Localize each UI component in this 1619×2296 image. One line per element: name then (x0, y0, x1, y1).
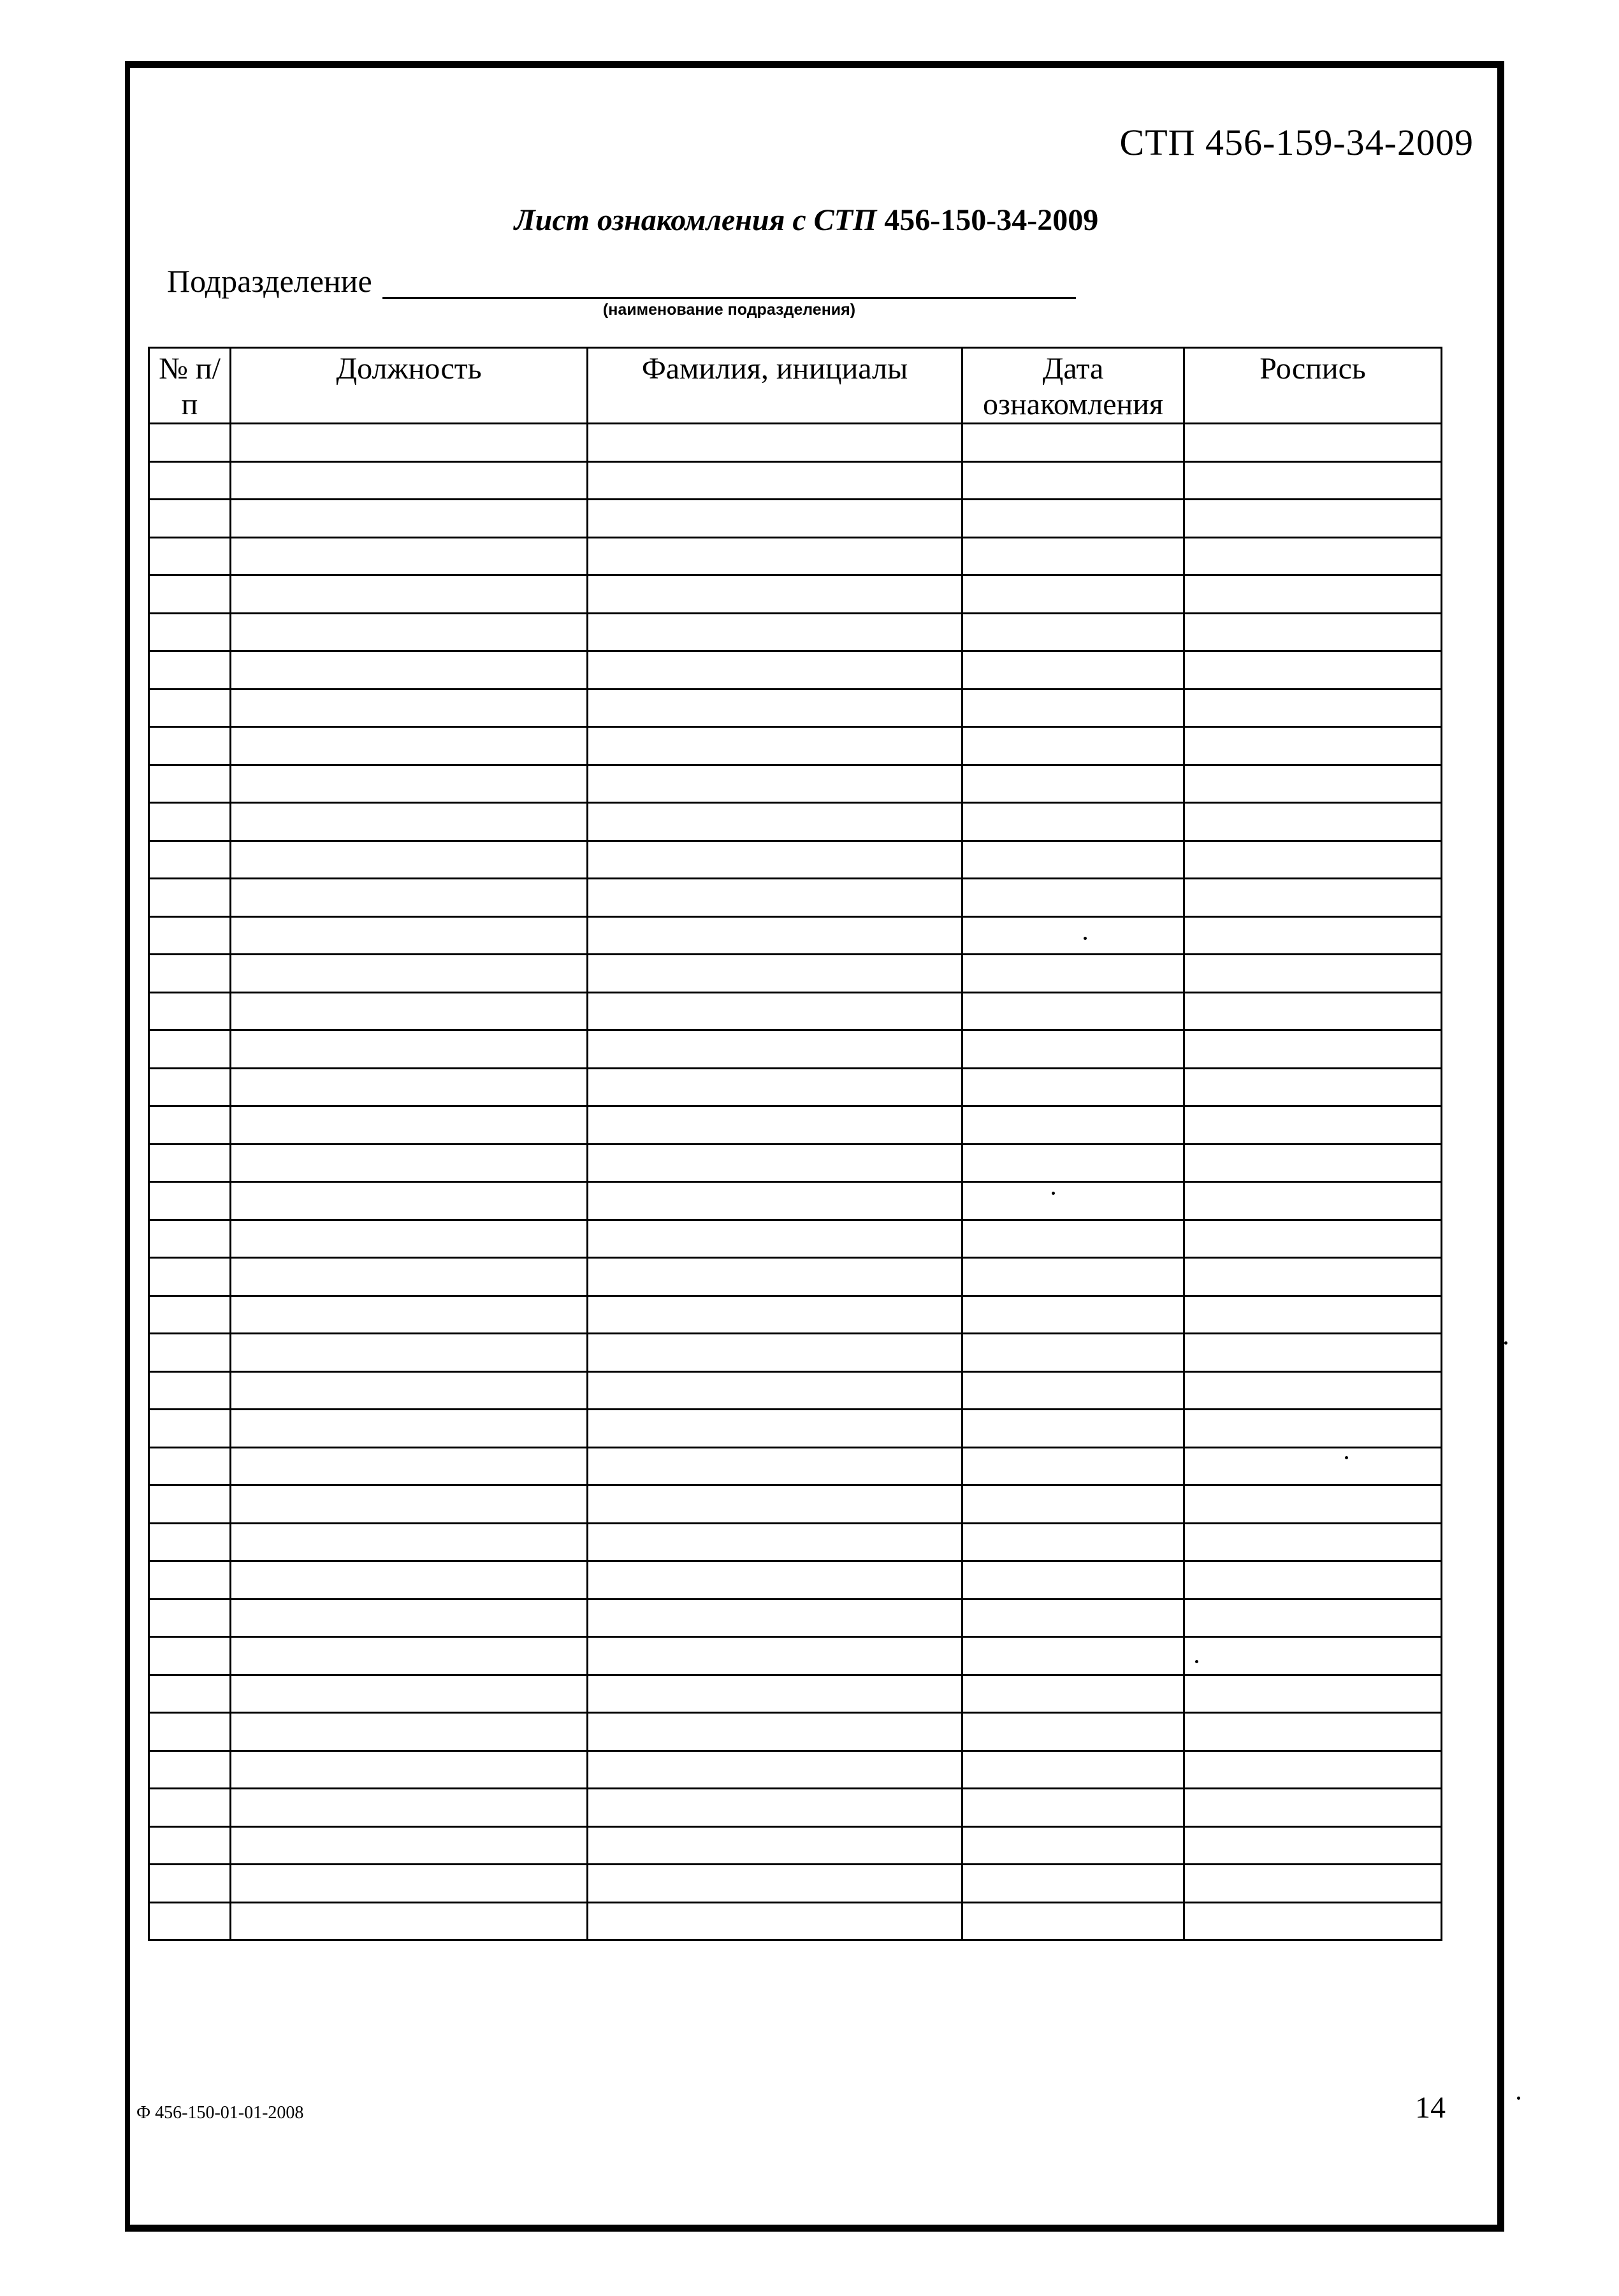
cell-date[interactable] (962, 1371, 1184, 1410)
cell-position[interactable] (231, 1675, 588, 1713)
cell-name[interactable] (588, 1826, 962, 1865)
column-header-number: № п/п (149, 348, 231, 424)
cell-position[interactable] (231, 424, 588, 462)
cell-position[interactable] (231, 575, 588, 614)
cell-signature[interactable] (1184, 1561, 1442, 1599)
cell-name[interactable] (588, 1902, 962, 1940)
table-row (149, 1334, 1442, 1372)
cell-number[interactable] (149, 537, 231, 575)
cell-name[interactable] (588, 461, 962, 500)
cell-number[interactable] (149, 1751, 231, 1789)
cell-name[interactable] (588, 765, 962, 803)
table-row (149, 424, 1442, 462)
table-header-row (149, 348, 1442, 424)
cell-position[interactable] (231, 916, 588, 955)
cell-position[interactable] (231, 879, 588, 917)
table-row (149, 689, 1442, 727)
table-row (149, 1751, 1442, 1789)
cell-name[interactable] (588, 1068, 962, 1106)
cell-number[interactable] (149, 689, 231, 727)
cell-name[interactable] (588, 1561, 962, 1599)
cell-name[interactable] (588, 879, 962, 917)
cell-position[interactable] (231, 537, 588, 575)
cell-number[interactable] (149, 1523, 231, 1561)
cell-name[interactable] (588, 1523, 962, 1561)
cell-date[interactable] (962, 537, 1184, 575)
cell-date[interactable] (962, 1713, 1184, 1751)
cell-date[interactable] (962, 727, 1184, 765)
cell-number[interactable] (149, 1675, 231, 1713)
cell-signature[interactable] (1184, 1902, 1442, 1940)
table-row (149, 1410, 1442, 1448)
cell-signature[interactable] (1184, 1068, 1442, 1106)
cell-position[interactable] (231, 1789, 588, 1827)
document-code: СТП 456-159-34-2009 (1119, 122, 1474, 163)
table-row (149, 1523, 1442, 1561)
cell-name[interactable] (588, 1030, 962, 1069)
cell-number[interactable] (149, 1637, 231, 1675)
division-hint: (наименование подразделения) (602, 301, 856, 319)
cell-signature[interactable] (1184, 1713, 1442, 1751)
cell-signature[interactable] (1184, 1599, 1442, 1637)
table-row (149, 765, 1442, 803)
cell-number[interactable] (149, 1599, 231, 1637)
cell-position[interactable] (231, 1068, 588, 1106)
cell-number[interactable] (149, 841, 231, 879)
table-row (149, 1865, 1442, 1903)
column-header-position: Должность (231, 348, 588, 424)
cell-number[interactable] (149, 500, 231, 538)
cell-number[interactable] (149, 765, 231, 803)
cell-number[interactable] (149, 424, 231, 462)
table-row (149, 1371, 1442, 1410)
cell-number[interactable] (149, 1220, 231, 1258)
cell-name[interactable] (588, 1485, 962, 1524)
cell-signature[interactable] (1184, 651, 1442, 690)
cell-number[interactable] (149, 575, 231, 614)
table-body (149, 424, 1442, 1940)
cell-signature[interactable] (1184, 613, 1442, 651)
scan-speck (1517, 2097, 1520, 2100)
cell-signature[interactable] (1184, 689, 1442, 727)
cell-date[interactable] (962, 1410, 1184, 1448)
cell-signature[interactable] (1184, 841, 1442, 879)
cell-number[interactable] (149, 916, 231, 955)
cell-signature[interactable] (1184, 916, 1442, 955)
cell-position[interactable] (231, 1106, 588, 1144)
cell-signature[interactable] (1184, 424, 1442, 462)
division-label: Подразделение (167, 263, 372, 299)
cell-number[interactable] (149, 1789, 231, 1827)
cell-position[interactable] (231, 1826, 588, 1865)
column-header-name: Фамилия, инициалы (588, 348, 962, 424)
cell-number[interactable] (149, 1902, 231, 1940)
scan-speck (1084, 937, 1087, 940)
table-row (149, 1106, 1442, 1144)
table-row (149, 1030, 1442, 1069)
table-row (149, 841, 1442, 879)
cell-date[interactable] (962, 613, 1184, 651)
cell-name[interactable] (588, 803, 962, 841)
table-row (149, 1561, 1442, 1599)
cell-name[interactable] (588, 1789, 962, 1827)
cell-signature[interactable] (1184, 765, 1442, 803)
table-row (149, 461, 1442, 500)
cell-position[interactable] (231, 1599, 588, 1637)
scan-speck (1195, 1660, 1198, 1663)
cell-date[interactable] (962, 1447, 1184, 1485)
table-row (149, 1447, 1442, 1485)
cell-date[interactable] (962, 992, 1184, 1030)
cell-number[interactable] (149, 1182, 231, 1220)
table-row (149, 992, 1442, 1030)
cell-name[interactable] (588, 1410, 962, 1448)
cell-position[interactable] (231, 841, 588, 879)
cell-date[interactable] (962, 1751, 1184, 1789)
page-number: 14 (1415, 2091, 1446, 2125)
cell-date[interactable] (962, 879, 1184, 917)
cell-date[interactable] (962, 1599, 1184, 1637)
cell-date[interactable] (962, 1334, 1184, 1372)
cell-date[interactable] (962, 1068, 1184, 1106)
table-row (149, 575, 1442, 614)
sheet-title-code: 456-150-34-2009 (884, 203, 1099, 237)
cell-name[interactable] (588, 424, 962, 462)
table-row (149, 1599, 1442, 1637)
cell-position[interactable] (231, 1144, 588, 1182)
cell-signature[interactable] (1184, 1106, 1442, 1144)
cell-date[interactable] (962, 1675, 1184, 1713)
cell-name[interactable] (588, 1334, 962, 1372)
table-row (149, 1637, 1442, 1675)
cell-name[interactable] (588, 1675, 962, 1713)
cell-number[interactable] (149, 879, 231, 917)
cell-number[interactable] (149, 1334, 231, 1372)
cell-position[interactable] (231, 1182, 588, 1220)
cell-position[interactable] (231, 1865, 588, 1903)
cell-date[interactable] (962, 1902, 1184, 1940)
cell-signature[interactable] (1184, 1826, 1442, 1865)
column-header-date: Дата ознакомления (962, 348, 1184, 424)
table-row (149, 1296, 1442, 1334)
cell-name[interactable] (588, 575, 962, 614)
cell-signature[interactable] (1184, 1220, 1442, 1258)
cell-signature[interactable] (1184, 803, 1442, 841)
cell-number[interactable] (149, 1561, 231, 1599)
cell-signature[interactable] (1184, 1182, 1442, 1220)
cell-date[interactable] (962, 461, 1184, 500)
cell-name[interactable] (588, 955, 962, 993)
table-row (149, 1789, 1442, 1827)
cell-name[interactable] (588, 500, 962, 538)
table-row (149, 1144, 1442, 1182)
cell-date[interactable] (962, 1106, 1184, 1144)
cell-position[interactable] (231, 651, 588, 690)
cell-position[interactable] (231, 1751, 588, 1789)
cell-name[interactable] (588, 1713, 962, 1751)
cell-name[interactable] (588, 1371, 962, 1410)
cell-name[interactable] (588, 1220, 962, 1258)
cell-date[interactable] (962, 1865, 1184, 1903)
sheet-title-prefix: Лист ознакомления с СТП (514, 203, 885, 237)
cell-position[interactable] (231, 1030, 588, 1069)
cell-signature[interactable] (1184, 955, 1442, 993)
cell-signature[interactable] (1184, 1865, 1442, 1903)
cell-signature[interactable] (1184, 1485, 1442, 1524)
cell-name[interactable] (588, 1447, 962, 1485)
cell-signature[interactable] (1184, 1371, 1442, 1410)
cell-position[interactable] (231, 1637, 588, 1675)
cell-name[interactable] (588, 651, 962, 690)
cell-position[interactable] (231, 1334, 588, 1372)
cell-position[interactable] (231, 1713, 588, 1751)
cell-number[interactable] (149, 1258, 231, 1296)
cell-signature[interactable] (1184, 461, 1442, 500)
table-row (149, 1826, 1442, 1865)
cell-number[interactable] (149, 1865, 231, 1903)
cell-position[interactable] (231, 613, 588, 651)
cell-name[interactable] (588, 1106, 962, 1144)
table-row (149, 500, 1442, 538)
cell-position[interactable] (231, 461, 588, 500)
cell-signature[interactable] (1184, 1751, 1442, 1789)
cell-position[interactable] (231, 1371, 588, 1410)
cell-position[interactable] (231, 955, 588, 993)
table-row (149, 803, 1442, 841)
cell-date[interactable] (962, 955, 1184, 993)
cell-position[interactable] (231, 1220, 588, 1258)
table-row (149, 1258, 1442, 1296)
cell-position[interactable] (231, 1485, 588, 1524)
cell-date[interactable] (962, 575, 1184, 614)
cell-signature[interactable] (1184, 879, 1442, 917)
cell-number[interactable] (149, 1485, 231, 1524)
table-row (149, 1220, 1442, 1258)
cell-date[interactable] (962, 803, 1184, 841)
cell-signature[interactable] (1184, 992, 1442, 1030)
cell-date[interactable] (962, 916, 1184, 955)
cell-signature[interactable] (1184, 1334, 1442, 1372)
cell-position[interactable] (231, 1296, 588, 1334)
table-row (149, 727, 1442, 765)
cell-signature[interactable] (1184, 1296, 1442, 1334)
cell-number[interactable] (149, 1713, 231, 1751)
cell-name[interactable] (588, 1182, 962, 1220)
cell-date[interactable] (962, 424, 1184, 462)
cell-signature[interactable] (1184, 1675, 1442, 1713)
cell-date[interactable] (962, 1258, 1184, 1296)
cell-name[interactable] (588, 1751, 962, 1789)
cell-name[interactable] (588, 1599, 962, 1637)
cell-date[interactable] (962, 841, 1184, 879)
cell-signature[interactable] (1184, 1447, 1442, 1485)
cell-signature[interactable] (1184, 1523, 1442, 1561)
form-code: Ф 456-150-01-01-2008 (136, 2103, 304, 2123)
cell-name[interactable] (588, 1144, 962, 1182)
sheet-title (0, 203, 1619, 238)
cell-number[interactable] (149, 1068, 231, 1106)
table-row (149, 1902, 1442, 1940)
cell-name[interactable] (588, 992, 962, 1030)
cell-signature[interactable] (1184, 1410, 1442, 1448)
cell-number[interactable] (149, 992, 231, 1030)
cell-number[interactable] (149, 1030, 231, 1069)
table-row (149, 1485, 1442, 1524)
cell-date[interactable] (962, 1637, 1184, 1675)
scan-speck (1504, 1341, 1507, 1345)
table-row (149, 879, 1442, 917)
cell-signature[interactable] (1184, 537, 1442, 575)
cell-signature[interactable] (1184, 1030, 1442, 1069)
cell-name[interactable] (588, 1296, 962, 1334)
cell-position[interactable] (231, 1523, 588, 1561)
cell-date[interactable] (962, 1485, 1184, 1524)
table-row (149, 1675, 1442, 1713)
cell-date[interactable] (962, 1182, 1184, 1220)
cell-name[interactable] (588, 613, 962, 651)
cell-number[interactable] (149, 1371, 231, 1410)
table-row (149, 651, 1442, 690)
cell-signature[interactable] (1184, 1637, 1442, 1675)
cell-signature[interactable] (1184, 1789, 1442, 1827)
cell-date[interactable] (962, 1220, 1184, 1258)
cell-number[interactable] (149, 1410, 231, 1448)
table-row (149, 916, 1442, 955)
cell-signature[interactable] (1184, 727, 1442, 765)
cell-date[interactable] (962, 651, 1184, 690)
cell-position[interactable] (231, 727, 588, 765)
cell-number[interactable] (149, 1826, 231, 1865)
cell-date[interactable] (962, 1523, 1184, 1561)
cell-date[interactable] (962, 689, 1184, 727)
cell-number[interactable] (149, 1296, 231, 1334)
cell-number[interactable] (149, 1144, 231, 1182)
cell-date[interactable] (962, 1561, 1184, 1599)
table-row (149, 1713, 1442, 1751)
cell-signature[interactable] (1184, 1258, 1442, 1296)
cell-date[interactable] (962, 500, 1184, 538)
cell-name[interactable] (588, 1865, 962, 1903)
cell-signature[interactable] (1184, 500, 1442, 538)
cell-number[interactable] (149, 613, 231, 651)
cell-position[interactable] (231, 992, 588, 1030)
cell-name[interactable] (588, 689, 962, 727)
table-row (149, 1068, 1442, 1106)
cell-number[interactable] (149, 461, 231, 500)
cell-number[interactable] (149, 1447, 231, 1485)
cell-number[interactable] (149, 803, 231, 841)
division-field[interactable] (382, 297, 1076, 299)
scan-speck (1052, 1192, 1055, 1195)
cell-position[interactable] (231, 1258, 588, 1296)
scan-speck (1345, 1456, 1348, 1459)
cell-number[interactable] (149, 955, 231, 993)
cell-position[interactable] (231, 1410, 588, 1448)
cell-name[interactable] (588, 841, 962, 879)
cell-position[interactable] (231, 500, 588, 538)
cell-date[interactable] (962, 1030, 1184, 1069)
cell-position[interactable] (231, 803, 588, 841)
cell-position[interactable] (231, 1561, 588, 1599)
column-header-signature: Роспись (1184, 348, 1442, 424)
cell-date[interactable] (962, 1144, 1184, 1182)
cell-name[interactable] (588, 727, 962, 765)
cell-date[interactable] (962, 1826, 1184, 1865)
cell-position[interactable] (231, 1902, 588, 1940)
table-row (149, 613, 1442, 651)
cell-position[interactable] (231, 1447, 588, 1485)
cell-number[interactable] (149, 727, 231, 765)
cell-number[interactable] (149, 651, 231, 690)
table-row (149, 955, 1442, 993)
cell-date[interactable] (962, 1296, 1184, 1334)
table-row (149, 1182, 1442, 1220)
cell-name[interactable] (588, 1637, 962, 1675)
table-row (149, 537, 1442, 575)
cell-signature[interactable] (1184, 1144, 1442, 1182)
cell-date[interactable] (962, 1789, 1184, 1827)
cell-number[interactable] (149, 1106, 231, 1144)
cell-position[interactable] (231, 689, 588, 727)
cell-signature[interactable] (1184, 575, 1442, 614)
cell-name[interactable] (588, 916, 962, 955)
cell-date[interactable] (962, 765, 1184, 803)
cell-name[interactable] (588, 1258, 962, 1296)
acknowledgement-table (148, 347, 1442, 1941)
cell-position[interactable] (231, 765, 588, 803)
cell-name[interactable] (588, 537, 962, 575)
